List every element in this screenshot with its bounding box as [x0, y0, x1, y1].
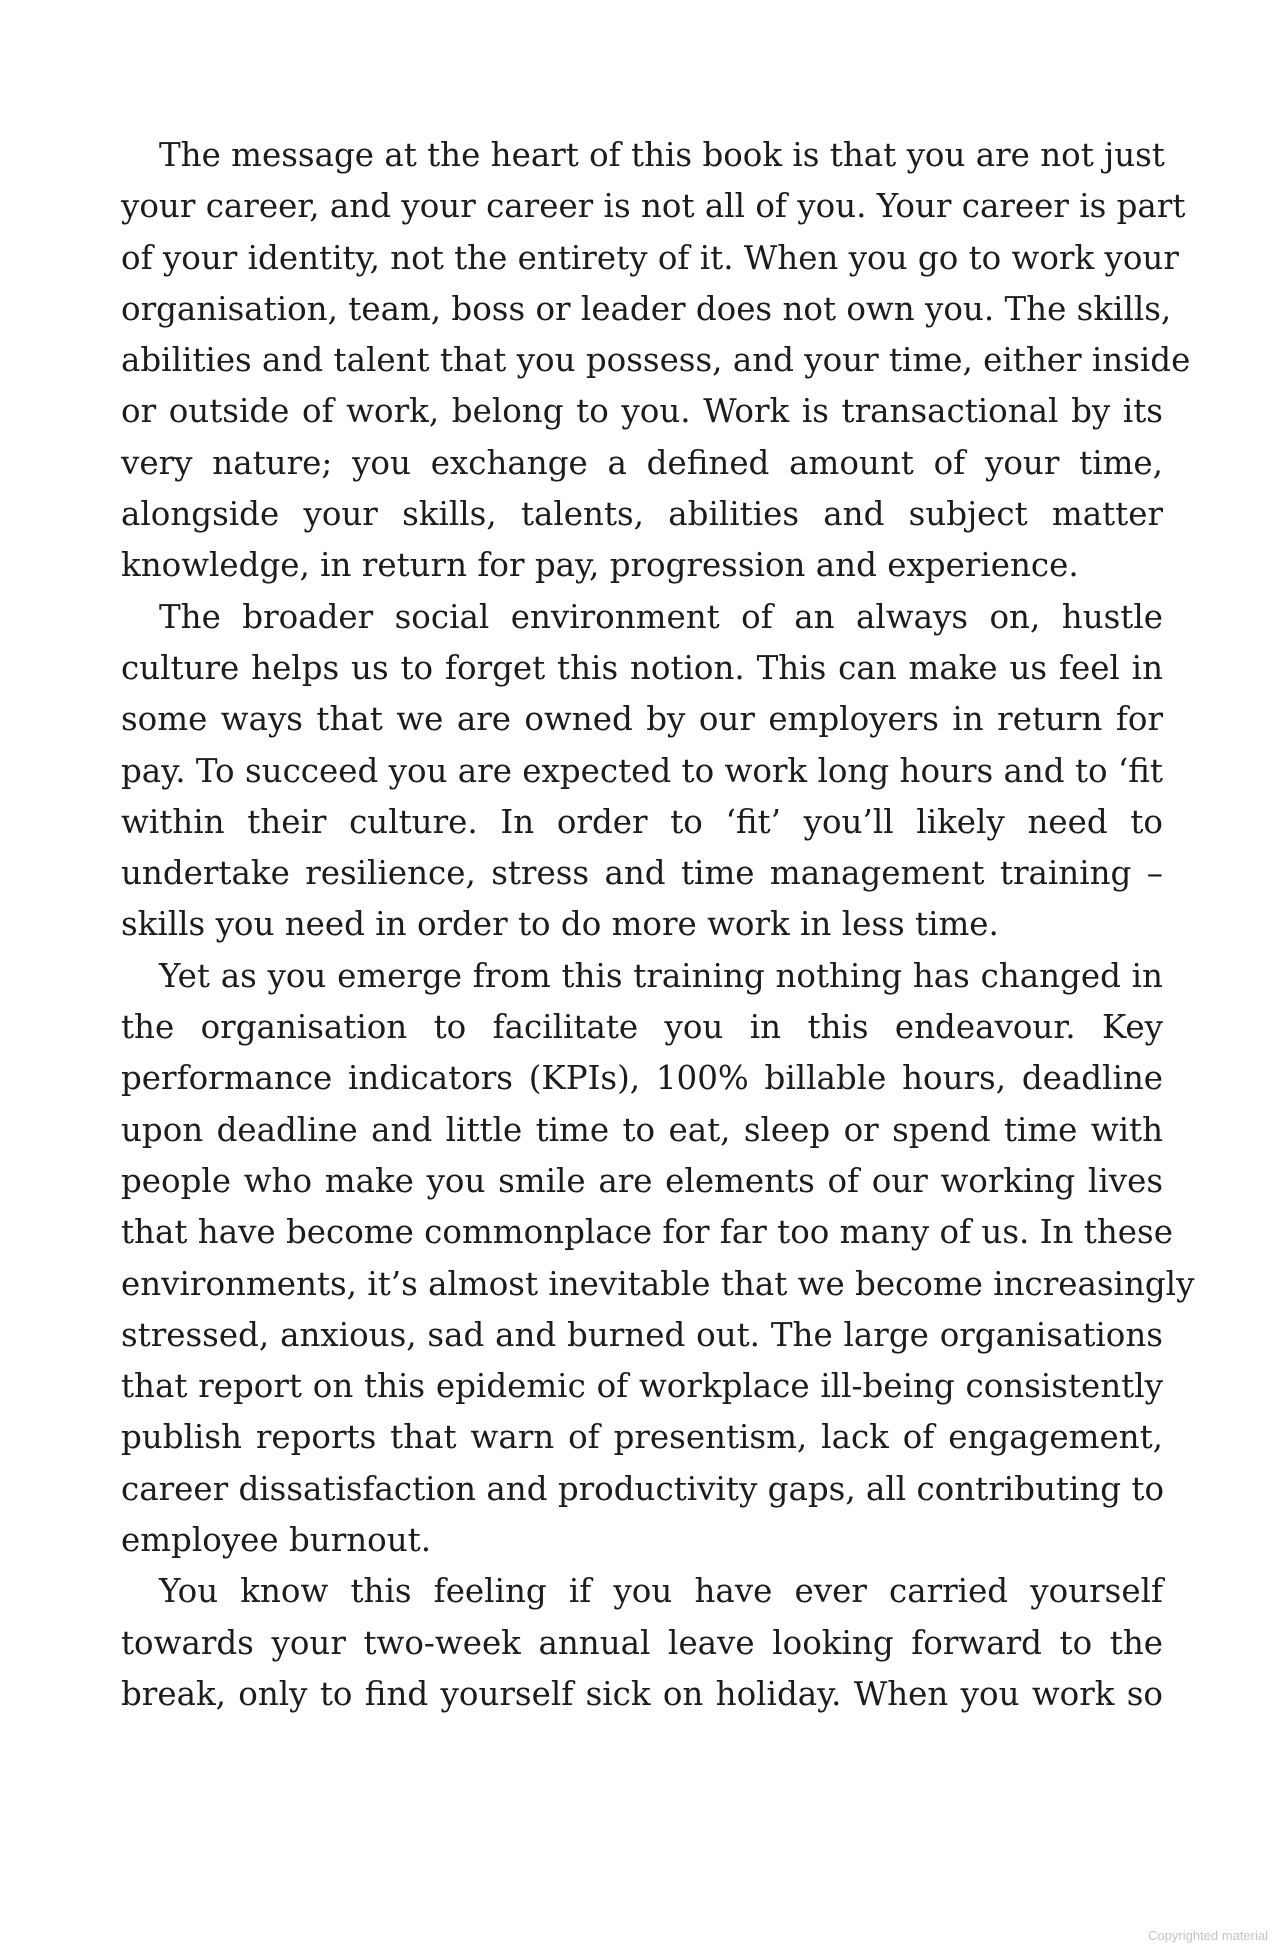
text-line: The message at the heart of this book is that you are not just: [159, 136, 1165, 174]
paragraph-1: [121, 130, 1191, 592]
paragraph-2: [121, 592, 1163, 951]
text-line: abilities and talent that you possess, and your time, either inside: [121, 341, 1191, 380]
text-line: skills you need in order to do more work in less time.: [121, 905, 999, 944]
text-line: upon deadline and little time to eat, sleep or spend time with: [121, 1110, 1163, 1149]
text-line: some ways that we are owned by our employers in return for: [121, 700, 1163, 739]
text-line: publish reports that warn of presentism, lack of engagement,: [121, 1418, 1163, 1457]
paragraph-4: [121, 1566, 1163, 1720]
text-line: very nature; you exchange a defined amount of your time,: [121, 443, 1163, 482]
text-line: performance indicators (KPIs), 100% billable hours, deadline: [121, 1059, 1163, 1098]
text-line: stressed, anxious, sad and burned out. The large organisations: [121, 1315, 1163, 1354]
copyright-watermark: Copyrighted material: [1148, 1928, 1268, 1943]
text-line: employee burnout.: [121, 1521, 432, 1560]
body-text: [121, 130, 1195, 1720]
text-line: of your identity, not the entirety of it. When you go to work your: [121, 238, 1179, 277]
text-line: people who make you smile are elements of our working lives: [121, 1161, 1163, 1200]
text-line: the organisation to facilitate you in this endeavour. Key: [121, 1008, 1163, 1047]
text-line: pay. To succeed you are expected to work long hours and to ‘fit: [121, 751, 1163, 790]
text-line: break, only to find yourself sick on holiday. When you work so: [121, 1674, 1163, 1713]
text-line: environments, it’s almost inevitable that we become increasingly: [121, 1264, 1195, 1303]
text-line: The broader social environment of an always on, hustle: [159, 597, 1163, 636]
text-line: alongside your skills, talents, abilities and subject matter: [121, 495, 1163, 534]
text-line: knowledge, in return for pay, progression and experience.: [121, 546, 1079, 585]
text-line: within their culture. In order to ‘fit’ you’ll likely need to: [121, 802, 1163, 841]
paragraph-3: [121, 951, 1195, 1567]
text-line: that have become commonplace for far too many of us. In these: [121, 1213, 1173, 1252]
text-line: or outside of work, belong to you. Work is transactional by its: [121, 392, 1163, 431]
text-line: that report on this epidemic of workplace ill-being consistently: [121, 1367, 1163, 1406]
text-line: culture helps us to forget this notion. This can make us feel in: [121, 648, 1163, 687]
text-line: organisation, team, boss or leader does not own you. The skills,: [121, 289, 1172, 328]
text-line: Yet as you emerge from this training nothing has changed in: [159, 956, 1163, 995]
text-line: undertake resilience, stress and time management training –: [121, 854, 1163, 893]
text-line: You know this feeling if you have ever carried yourself: [159, 1572, 1163, 1611]
text-line: career dissatisfaction and productivity gaps, all contributing to: [121, 1469, 1165, 1508]
text-line: your career, and your career is not all of you. Your career is part: [121, 187, 1186, 226]
text-line: towards your two-week annual leave looking forward to the: [121, 1623, 1163, 1662]
